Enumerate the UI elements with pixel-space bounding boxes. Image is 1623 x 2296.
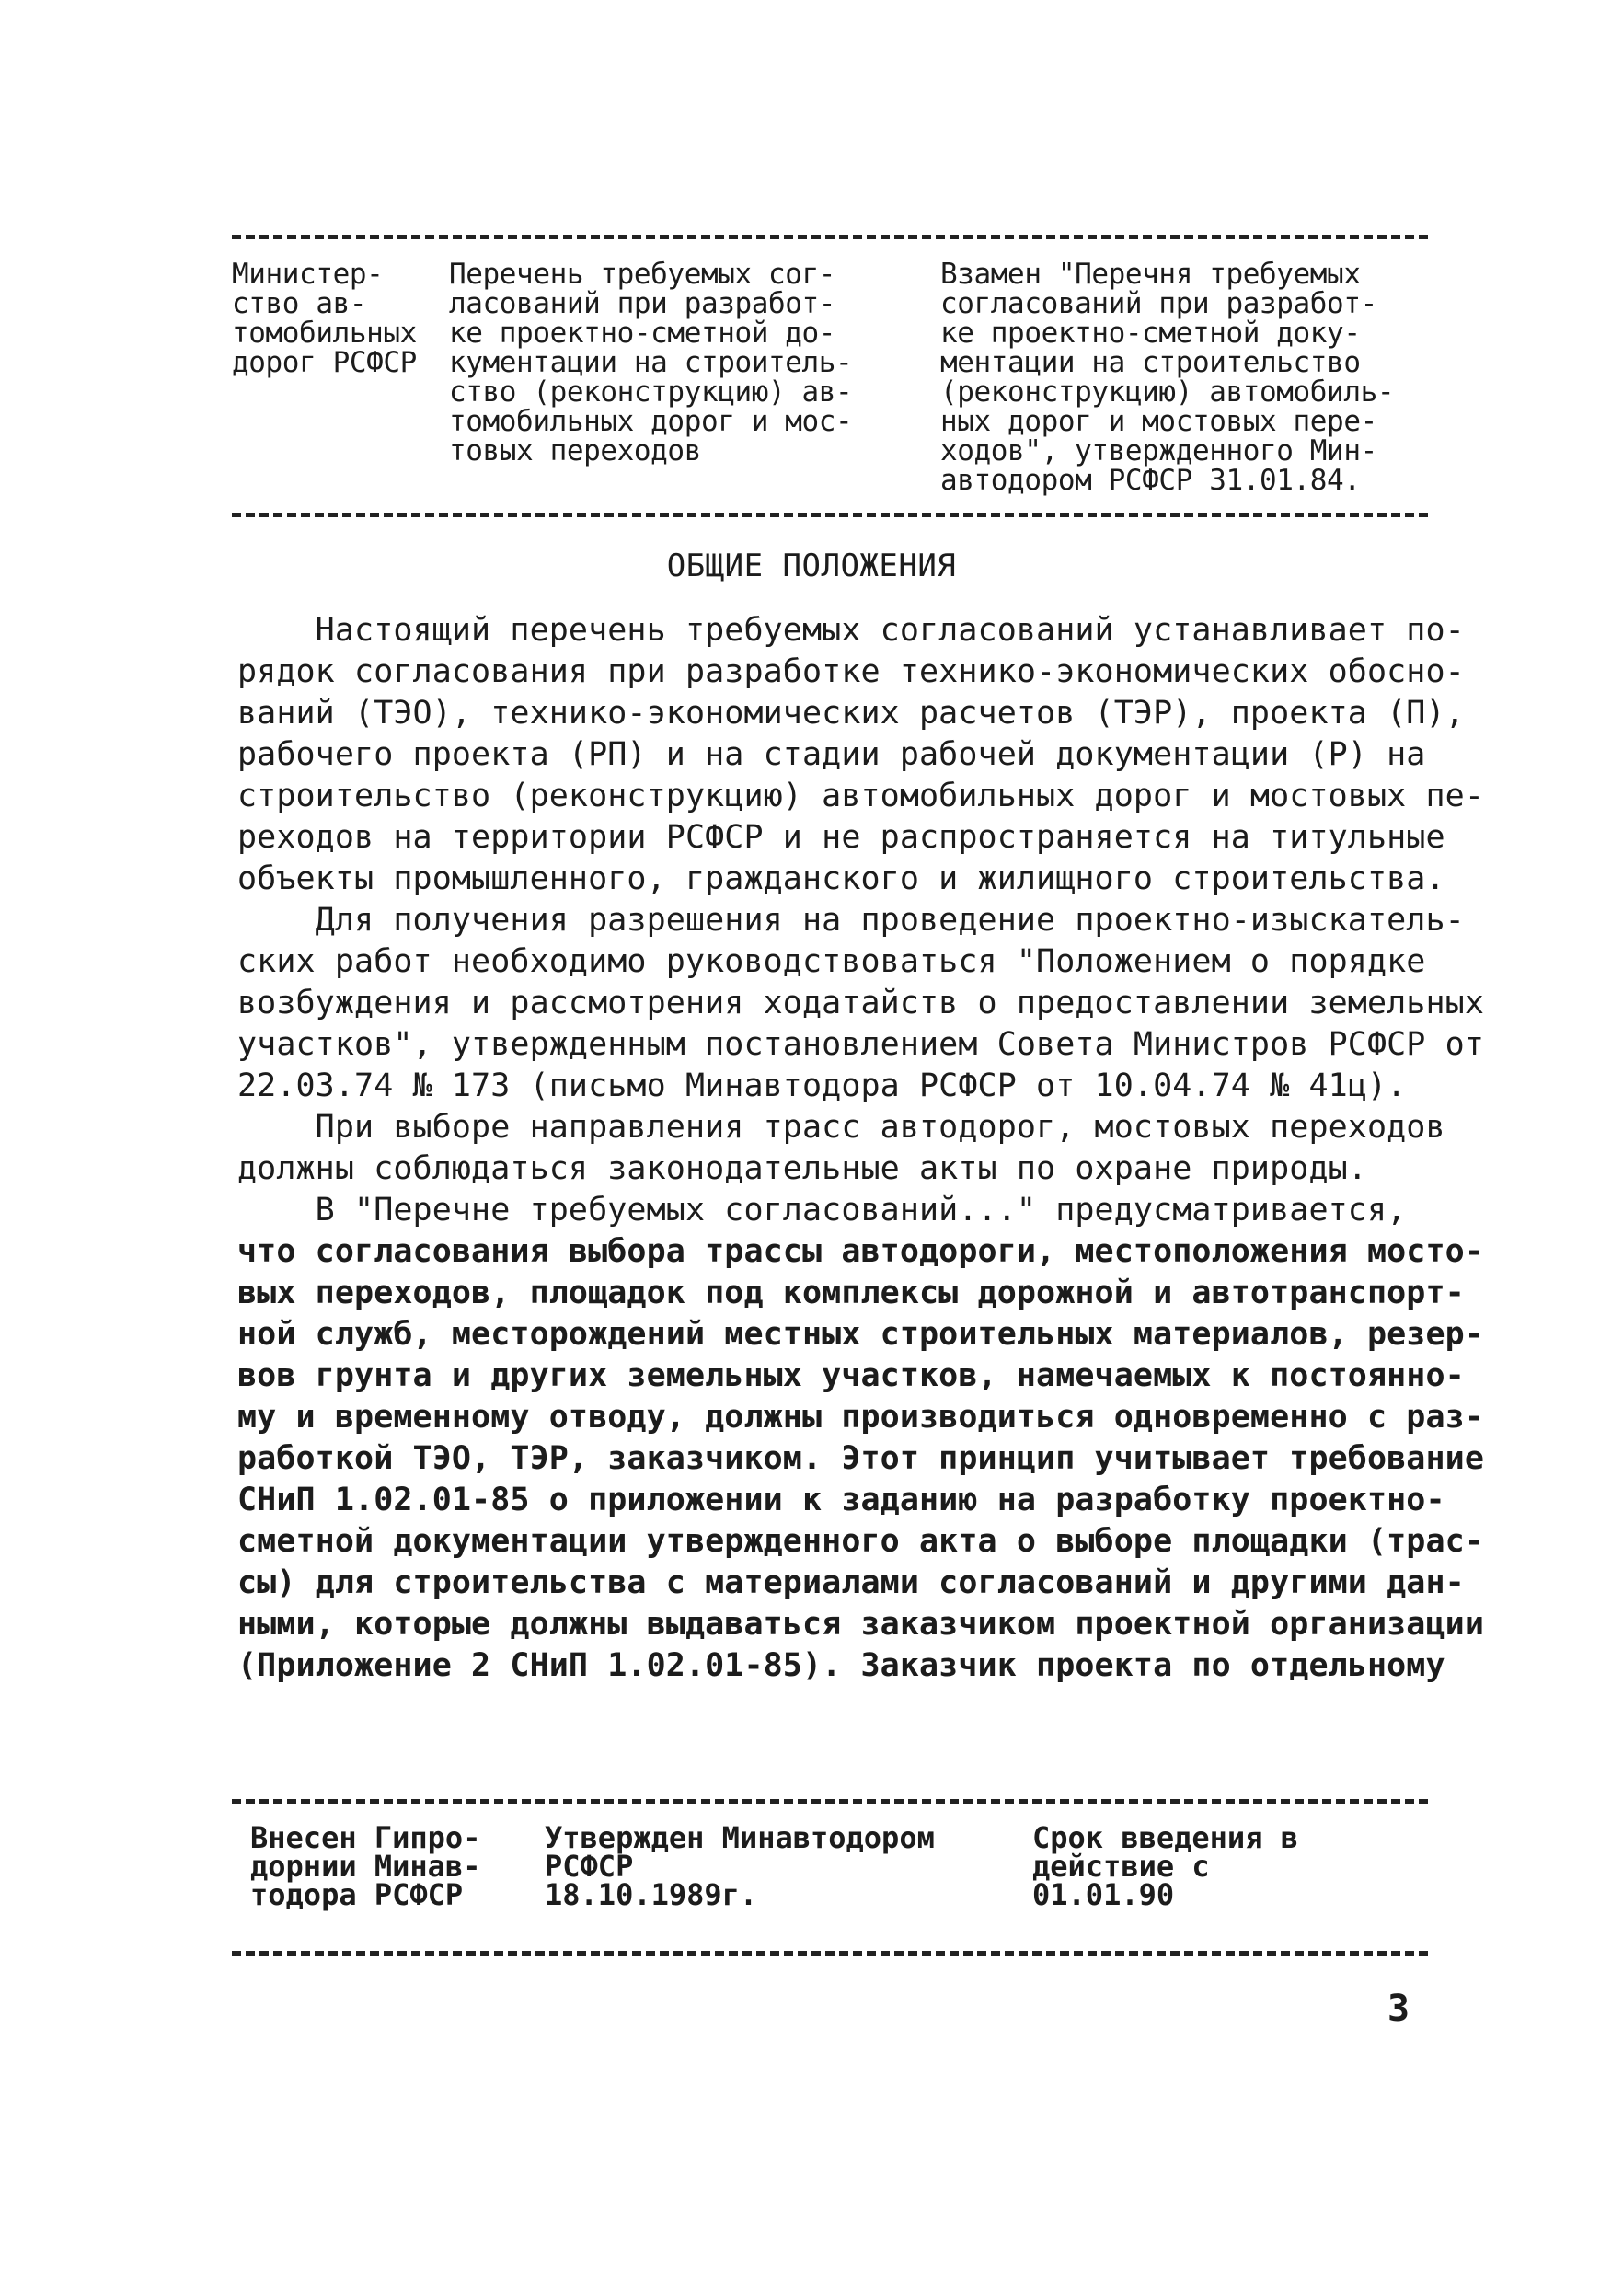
body-line: Настоящий перечень требуемых согласований устанавливает по- [237, 612, 1465, 649]
header-document-title: Перечень требуемых сог- ласований при разработ- ке проектно-сметной до- кументации на строитель- ство (реконструкцию) ав- томобильных дорог и мос- товых переходов [449, 258, 853, 467]
footer-bottom-rule [232, 1951, 1428, 1956]
section-title: ОБЩИЕ ПОЛОЖЕНИЯ [666, 548, 957, 584]
body-line: ными, которые должны выдаваться заказчиком проектной организации [237, 1606, 1484, 1643]
body-line: должны соблюдаться законодательные акты по охране природы. [237, 1150, 1367, 1187]
body-line: возбуждения и рассмотрения ходатайств о предоставлении земельных [237, 985, 1484, 1021]
body-line: вов грунта и других земельных участков, намечаемых к постоянно- [237, 1357, 1465, 1394]
header-top-rule [232, 235, 1428, 239]
header-replaces-note: Взамен "Перечня требуемых согласований при разработ- ке проектно-сметной доку- ментации на строительство (реконструкцию) автомобиль- ных дорог и мостовых пере- ходов", утвержденного Мин- автодором РСФСР 31.01.84. [940, 258, 1395, 497]
body-line: (Приложение 2 СНиП 1.02.01-85). Заказчик проекта по отдельному [237, 1647, 1445, 1684]
body-line: Для получения разрешения на проведение проектно-изыскатель- [237, 902, 1465, 939]
body-line: СНиП 1.02.01-85 о приложении к заданию на разработку проектно- [237, 1482, 1445, 1518]
body-line: В "Перечне требуемых согласований..." предусматривается, [237, 1192, 1407, 1229]
body-line: участков", утвержденным постановлением Совета Министров РСФСР от [237, 1026, 1484, 1063]
body-line: рядок согласования при разработке технико-экономических обосно- [237, 653, 1465, 690]
footer-effective-date: Срок введения в действие с 01.01.90 [1032, 1820, 1298, 1912]
body-line: вых переходов, площадок под комплексы дорожной и автотранспорт- [237, 1275, 1465, 1311]
footer-top-rule [232, 1799, 1428, 1804]
footer-introduced-by: Внесен Гипро- дорнии Минав- тодора РСФСР [250, 1820, 481, 1912]
page-number: 3 [1387, 1988, 1410, 2030]
body-line: объекты промышленного, гражданского и жилищного строительства. [237, 860, 1445, 897]
footer-approved-by: Утвержден Минавтодором РСФСР 18.10.1989г. [545, 1820, 935, 1912]
body-line: ских работ необходимо руководствоваться "Положением о порядке [237, 943, 1426, 980]
header-issuer: Министер- ство ав- томобильных дорог РСФСР [232, 258, 417, 379]
body-line: ваний (ТЭО), технико-экономических расчетов (ТЭР), проекта (П), [237, 695, 1465, 732]
body-text [237, 610, 1484, 1687]
body-line: что согласования выбора трассы автодороги, местоположения мосто- [237, 1233, 1484, 1270]
body-line: работкой ТЭО, ТЭР, заказчиком. Этот принцип учитывает требование [237, 1440, 1484, 1477]
body-line: 22.03.74 № 173 (письмо Минавтодора РСФСР от 10.04.74 № 41ц). [237, 1067, 1407, 1104]
body-line: ной служб, месторождений местных строительных материалов, резер- [237, 1316, 1484, 1353]
body-line: При выборе направления трасс автодорог, мостовых переходов [237, 1109, 1445, 1146]
body-line: му и временному отводу, должны производиться одновременно с раз- [237, 1399, 1484, 1436]
body-line: реходов на территории РСФСР и не распространяется на титульные [237, 819, 1445, 856]
body-line: рабочего проекта (РП) и на стадии рабочей документации (Р) на [237, 736, 1426, 773]
body-line: сы) для строительства с материалами согласований и другими дан- [237, 1564, 1465, 1601]
body-line: строительство (реконструкцию) автомобильных дорог и мостовых пе- [237, 778, 1484, 814]
header-bottom-rule [232, 513, 1428, 517]
body-line: сметной документации утвержденного акта о выборе площадки (трас- [237, 1523, 1484, 1560]
